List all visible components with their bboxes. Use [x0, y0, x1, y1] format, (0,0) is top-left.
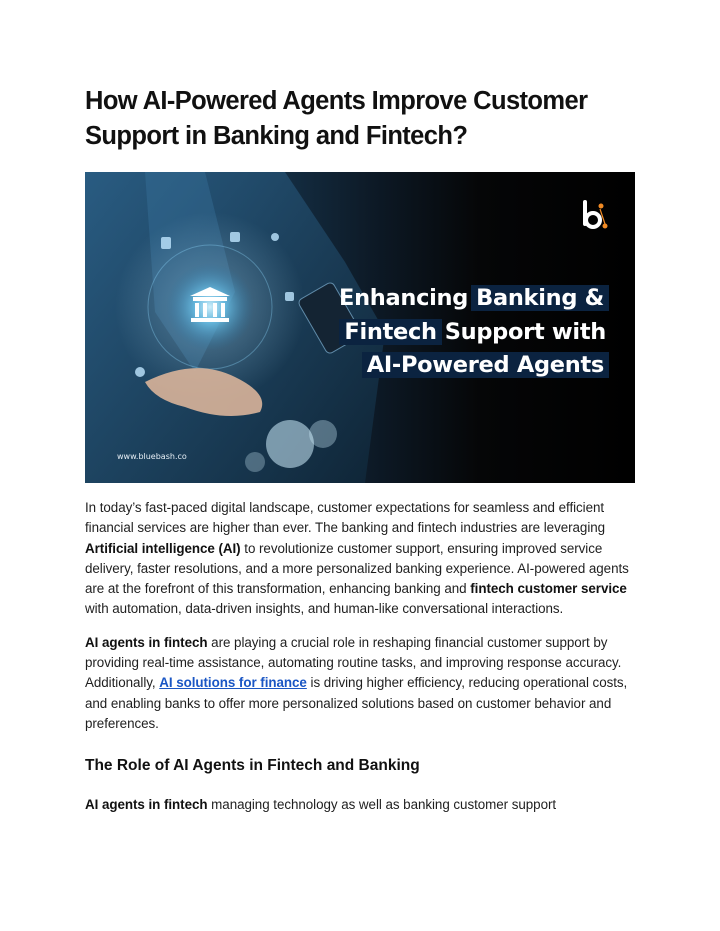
intro-paragraph: In today’s fast-paced digital landscape, customer expectations for seamless and efficient financial services are higher than ever. The banking and fintech industries are leveraging Artificial intelligence (AI) to revolutionize customer support, ensuring improved service delivery, faster resolutions, and a more personalized banking experience. AI-powered agents are at the forefront of this transformation, enhancing banking and fintech customer service with automation, data-driven insights, and human-like conversational interactions. [85, 500, 629, 617]
section-heading: The Role of AI Agents in Fintech and Banking [85, 757, 420, 775]
article-title: How AI-Powered Agents Improve Customer Support in Banking and Fintech? [85, 87, 588, 150]
headline-line-2 [336, 316, 609, 350]
banner-watermark: www.bluebash.co [117, 452, 187, 461]
bold-term-ai: Artificial intelligence (AI) [85, 540, 241, 556]
hero-banner-image [85, 172, 635, 483]
third-paragraph: AI agents in fintech managing technology as well as banking customer support [85, 797, 557, 813]
headline-line-3 [336, 349, 609, 383]
banner-headline [336, 282, 609, 383]
second-paragraph: AI agents in fintech are playing a crucial role in reshaping financial customer support by providing real-time assistance, automating routine tasks, and improving response accuracy. Additionally, AI solutions for finance is driving higher efficiency, reducing operational costs, and enabling banks to offer more personalized solutions based on customer behavior and preferences. [85, 634, 628, 731]
bold-term-ai-agents: AI agents in fintech [85, 634, 208, 650]
headline-word-enhancing: Enhancing [339, 285, 469, 311]
bluebash-logo-icon [581, 200, 609, 232]
headline-chip-fintech: Fintech [339, 319, 441, 345]
bold-term-ai-agents-2: AI agents in fintech [85, 797, 208, 813]
headline-word-support: Support with [444, 318, 606, 345]
headline-chip-agents: AI-Powered Agents [362, 352, 609, 378]
bold-term-fintech-service: fintech customer service [470, 581, 627, 597]
headline-chip-banking: Banking & [471, 285, 609, 311]
article-body [85, 498, 637, 816]
ai-solutions-finance-link[interactable]: AI solutions for finance [159, 675, 307, 691]
headline-line-1 [336, 282, 609, 316]
